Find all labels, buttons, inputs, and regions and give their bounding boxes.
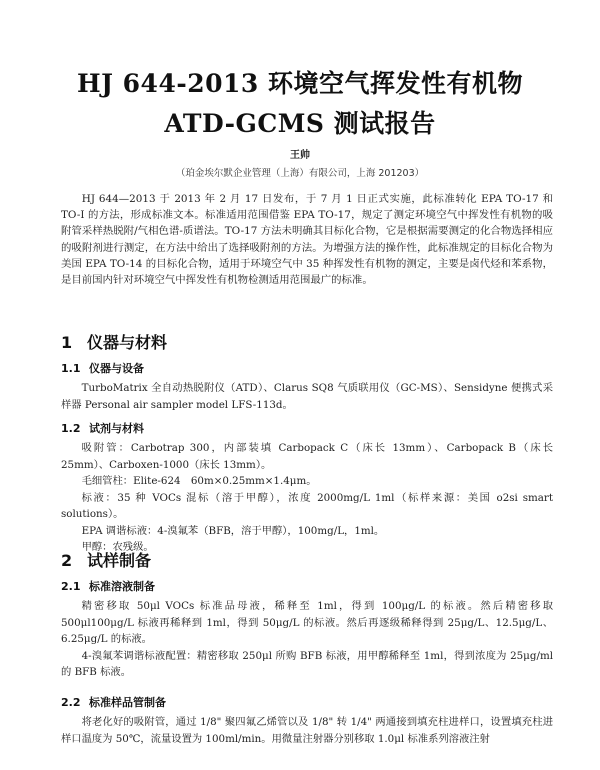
reagent-capillary-column: 毛细管柱：Elite-624 60m×0.25mm×1.4μm。	[81, 475, 317, 487]
section-heading-2	[61, 548, 151, 571]
bfb-tuning-paragraph: 4-溴氟苯调谐标液配置：精密移取 250μl 所购 BFB 标液，用甲醇稀释至 1ml，得到浓度为 25μg/ml 的 BFB 标液。	[61, 649, 553, 678]
reagent-adsorption-tube: 吸附管：Carbotrap 300，内部装填 Carbopack C（床长 13mm）、Carbopack B（床长 25mm）、Carboxen-1000（床长 13mm）。	[61, 442, 553, 471]
subsection-heading-2-2	[61, 694, 166, 710]
subsection-number: 1.2	[61, 422, 81, 435]
standard-dilution-paragraph: 精密移取 50μl VOCs 标准品母液，稀释至 1ml，得到 100μg/L 的标液。然后精密移取 500μl100μg/L 标液再稀释到 1ml，得到 50μg/L 的标液。然后再逐级稀释得到 25μg/L、12.5μg/L、6.25μg/L 的标液。	[61, 600, 553, 645]
subsection-number: 1.1	[61, 362, 81, 375]
author-name: 王帅	[290, 150, 310, 161]
section-heading-1	[61, 330, 167, 353]
subsection-number: 2.1	[61, 580, 81, 593]
paper-title-line-1: HJ 644-2013 环境空气挥发性有机物	[77, 69, 523, 98]
paper-title-line-2: ATD-GCMS 测试报告	[164, 109, 436, 138]
reagent-standard-solution: 标液：35 种 VOCs 混标（溶于甲醇），浓度 2000mg/L 1ml（标样来源：美国 o2si smart solutions）。	[61, 491, 553, 520]
section-title: 试样制备	[87, 551, 152, 570]
instruments-paragraph: TurboMatrix 全自动热脱附仪（ATD）、Clarus SQ8 气质联用仪（GC-MS）、Sensidyne 便携式采样器 Personal air sampler model LFS-113d。	[61, 382, 553, 411]
section-number: 1	[61, 333, 73, 352]
abstract-paragraph: HJ 644—2013 于 2013 年 2 月 17 日发布，于 7 月 1 日正式实施，此标准转化 EPA TO-17 和 TO-I 的方法，形成标准文本。标准适用范围借鉴 EPA TO-17，规定了测定环境空气中挥发性有机物的吸附管采样热脱附/气相色谱-质谱法。TO-17 方法未明确其目标化合物，它是根据需要测定的化合物选择相应的吸附剂进行测定，在方法中给出了选择吸附剂的方法。为增强方法的操作性，此标准规定的目标化合物为美国 EPA TO-14 的目标化合物，适用于环境空气中 35 种挥发性有机物的测定，主要是卤代烃和苯系物，是目前国内针对环境空气中挥发性有机物检测适用范围最广的标准。	[61, 193, 553, 287]
standard-solution-paragraphs	[61, 598, 553, 681]
sample-tube-paragraph: 将老化好的吸附管，通过 1/8" 聚四氟乙烯管以及 1/8" 转 1/4" 两通接到填充柱进样口，设置填充柱进样口温度为 50℃，流量设置为 100ml/min。用微量注射器分别移取 1.0μl 标准系列溶液注射	[61, 716, 553, 745]
reagent-methanol: 甲醇：农残级。	[81, 541, 154, 553]
reagent-tuning-solution: EPA 调谐标液：4-溴氟苯（BFB，溶于甲醇），100mg/L，1ml。	[81, 524, 385, 537]
section-number: 2	[61, 551, 73, 570]
subsection-title: 仪器与设备	[89, 362, 144, 375]
subsection-heading-2-1	[61, 578, 155, 594]
subsection-title: 试剂与材料	[89, 422, 144, 435]
subsection-heading-1-1	[61, 360, 144, 376]
author-affiliation: （珀金埃尔默企业管理（上海）有限公司，上海 201203）	[175, 168, 425, 179]
section-title: 仪器与材料	[87, 333, 168, 352]
reagents-list	[61, 440, 553, 556]
subsection-number: 2.2	[61, 696, 81, 709]
subsection-title: 标准溶液制备	[89, 580, 155, 593]
subsection-title: 标准样品管制备	[89, 696, 166, 709]
subsection-heading-1-2	[61, 420, 144, 436]
